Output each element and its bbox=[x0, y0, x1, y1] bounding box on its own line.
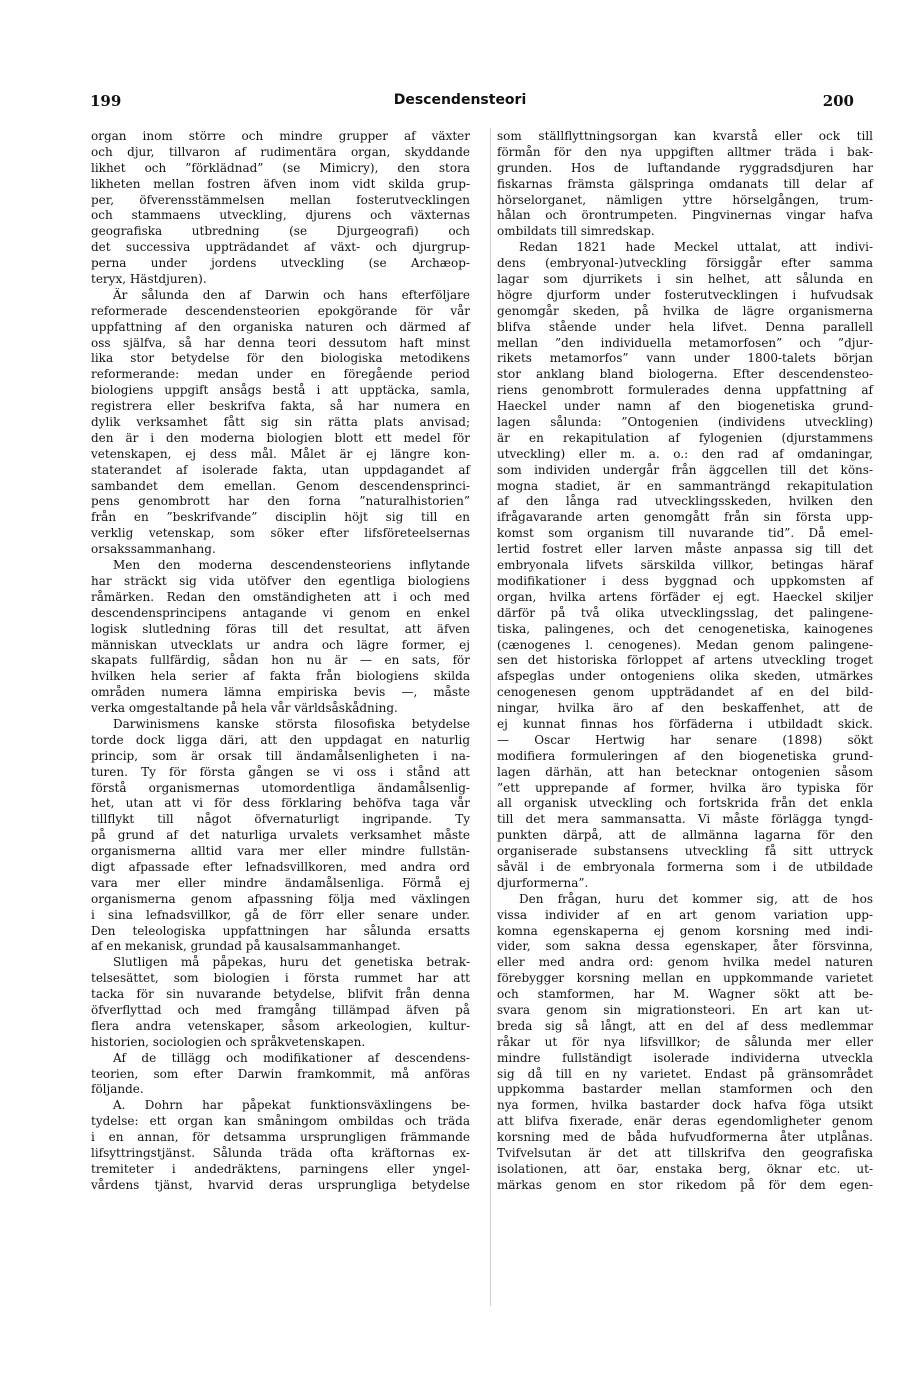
text-line: uppfattning af den organiska naturen och därmed af bbox=[91, 319, 470, 334]
text-line: pens genombrott har den forna ”naturalhistorien” bbox=[91, 494, 470, 509]
text-line: Darwinismens kanske största filosofiska betydelse bbox=[113, 716, 470, 731]
text-line: genomgår skeden, på hvilka de lägre organismerna bbox=[497, 303, 873, 318]
text-line: vetenskapen, ej dess mål. Målet är ej längre kon- bbox=[91, 446, 470, 461]
text-line: i en annan, för detsamma ursprungligen främmande bbox=[91, 1130, 470, 1145]
text-line: är en rekapitulation af fylogenien (djurstammens bbox=[497, 430, 873, 445]
text-line: logisk slutledning föras till det resultat, att äfven bbox=[91, 621, 470, 636]
running-title: Descendensteori bbox=[393, 92, 527, 108]
text-line: korsning med de båda hufvudformerna åter utplånas. bbox=[497, 1130, 873, 1145]
text-line: organ, hvilka artens förfäder ej egt. Haeckel skiljer bbox=[497, 589, 873, 604]
text-line: utveckling) eller m. a. o.: den rad af omdaningar, bbox=[497, 446, 873, 461]
text-line: modifiera formuleringen af den biogenetiska grund- bbox=[497, 748, 873, 763]
text-line: tacka för sin nuvarande betydelse, blifvit från denna bbox=[91, 987, 470, 1002]
text-line: öfverflyttad och med framgång tillämpad äfven på bbox=[91, 1002, 470, 1017]
text-line: tremiteter i andedräktens, parningens eller yngel- bbox=[91, 1161, 470, 1176]
text-line: teryx, Hästdjuren). bbox=[91, 272, 207, 287]
text-line: märkas genom en stor rikedom på för dem egen- bbox=[497, 1177, 873, 1192]
text-line: blifva stående under hela lifvet. Denna parallell bbox=[497, 319, 873, 334]
text-line: mogna stadiet, är en sammanträngd rekapitulation bbox=[497, 478, 873, 493]
text-line: descendensprincipens antagande vi genom en enkel bbox=[91, 605, 470, 620]
text-line: sig då till en ny varietet. Endast på gränsområdet bbox=[497, 1066, 873, 1081]
text-line: det successiva uppträdandet af växt- och djurgrup- bbox=[91, 240, 470, 255]
text-line: Är sålunda den af Darwin och hans efterföljare bbox=[113, 287, 470, 302]
text-line: och djur, tillvaron af rudimentära organ, skyddande bbox=[91, 144, 470, 159]
text-line: cenogenesen genom uppträdandet af en del bild- bbox=[497, 685, 873, 700]
text-line: Den teleologiska uppfattningen har sålunda ersatts bbox=[91, 923, 470, 938]
text-line: oss själfva, så har denna teori dessutom haft minst bbox=[91, 335, 470, 350]
text-line: förmån för den nya uppgiften alltmer träda i bak- bbox=[497, 144, 873, 159]
text-line: (cænogenes l. cenogenes). Medan genom palingene- bbox=[497, 637, 873, 652]
text-line: Haeckel under namn af den biogenetiska grund- bbox=[497, 399, 873, 414]
text-line: afspeglas under ontogeniens olika skeden, utmärkes bbox=[497, 669, 873, 684]
text-line: modifikationer i dess byggnad och uppkomsten af bbox=[497, 573, 873, 588]
text-line: och stammaens utveckling, djurens och växternas bbox=[91, 208, 470, 223]
text-line: och stamformen, har M. Wagner sökt att be- bbox=[497, 987, 873, 1002]
text-line: har sträckt sig vida utöfver den egentliga biologiens bbox=[91, 573, 470, 588]
text-line: all organisk utveckling och fortskrida från det enkla bbox=[497, 796, 873, 811]
text-line: sen det historiska förloppet af artens utveckling troget bbox=[497, 653, 873, 668]
text-line: orsakssammanhang. bbox=[91, 542, 216, 557]
text-line: svara genom sin migrationsteori. En art kan ut- bbox=[497, 1002, 873, 1017]
text-line: ifrågavarande arten genomgått från sin första upp- bbox=[497, 510, 873, 525]
text-line: rikets metamorfos” vann under 1800-talets början bbox=[497, 351, 873, 366]
text-line: hvilken hela serier af fakta från biologiens skilda bbox=[91, 669, 470, 684]
text-line: som ställflyttningsorgan kan kvarstå eller ock till bbox=[497, 129, 873, 143]
text-line: stor anklang bland biologerna. Efter descendensteo- bbox=[497, 367, 873, 382]
text-line: till det mera sammansatta. Vi måste förlägga tyngd- bbox=[497, 812, 873, 827]
text-line: Slutligen må påpekas, huru det genetiska betrak- bbox=[113, 955, 470, 970]
text-line: att blifva fixerade, enär deras egendomligheter genom bbox=[497, 1114, 873, 1129]
text-line: Den frågan, huru det kommer sig, att de hos bbox=[519, 891, 873, 906]
right-column bbox=[497, 129, 874, 1194]
text-line: embryonala lifvets särskilda villkor, betingas häraf bbox=[497, 558, 873, 573]
text-line: komst som organism till nuvarande tid”. Då emel- bbox=[497, 526, 873, 541]
text-line: förebygger korsning mellan en uppkommande varietet bbox=[497, 971, 873, 986]
text-line: organismerna genom afpassning följa med växlingen bbox=[91, 891, 470, 906]
text-line: het, utan att vi för dess förklaring behöfva taga vår bbox=[91, 796, 470, 811]
text-line: högre djurform under fosterutvecklingen i hufvudsak bbox=[497, 287, 873, 302]
text-line: breda sig så långt, att en del af dess medlemmar bbox=[497, 1018, 873, 1033]
text-line: likhet och ”förklädnad” (se Mimicry), den stora bbox=[91, 160, 470, 175]
text-line: lertid fostret eller larven måste anpassa sig till det bbox=[497, 542, 873, 557]
text-line: sambandet dem emellan. Genom descendensprinci- bbox=[91, 478, 470, 493]
text-line: uppkomma bastarder mellan stamformen och den bbox=[497, 1082, 873, 1097]
text-line: verka omgestaltande på hela vår världsåskådning. bbox=[91, 701, 398, 716]
text-line: djurformerna”. bbox=[497, 875, 589, 890]
text-line: lagen därhän, att han betecknar ontogenien såsom bbox=[497, 764, 873, 779]
text-line: verklig vetenskap, som söker efter lifsföreteelsernas bbox=[91, 526, 470, 541]
text-line: mellan ”den individuella metamorfosen” och ”djur- bbox=[497, 335, 873, 350]
text-line: organismerna alltid vara mer eller mindre fullstän- bbox=[91, 844, 470, 859]
text-line: nya formen, hvilka bastarder dock hafva föga utsikt bbox=[497, 1098, 873, 1113]
text-line: eller med andra ord: genom hvilka medel naturen bbox=[497, 955, 873, 970]
text-line: per, öfverensstämmelsen mellan fosterutvecklingen bbox=[91, 192, 470, 207]
text-line: — Oscar Hertwig har senare (1898) sökt bbox=[497, 732, 873, 747]
text-line: Tvifvelsutan är det att tillskrifva den geografiska bbox=[497, 1146, 873, 1160]
text-line: ”ett upprepande af former, hvilka äro typiska för bbox=[497, 780, 873, 795]
text-line: vara mer eller mindre ändamålsenliga. Förmå ej bbox=[91, 875, 470, 890]
text-line: grunden. Hos de luftandande ryggradsdjuren har bbox=[497, 160, 873, 175]
text-line: af den långa rad utvecklingsskeden, hvilken den bbox=[497, 494, 873, 509]
text-line: följande. bbox=[91, 1082, 144, 1097]
text-line: fiskarnas främsta gälspringa omdanats till delar af bbox=[497, 176, 873, 191]
text-line: vissa individer af en art genom variation upp- bbox=[497, 907, 873, 922]
text-line: tydelse: ett organ kan småningom ombildas och träda bbox=[91, 1114, 470, 1129]
text-line: telsesättet, som biologien i första rummet har att bbox=[91, 971, 470, 986]
text-line: punkten därpå, att de allmänna lagarna för den bbox=[497, 828, 873, 843]
text-line: torde dock ligga däri, att den uppdagat en naturlig bbox=[91, 732, 470, 747]
text-line: reformerande: medan under en föregående period bbox=[91, 367, 470, 382]
text-line: geografiska utbredning (se Djurgeografi) och bbox=[91, 224, 470, 239]
text-line: från en ”beskrifvande” disciplin höjt sig till en bbox=[91, 510, 470, 525]
text-line: teorien, som efter Darwin framkommit, må anföras bbox=[91, 1066, 470, 1081]
text-line: som individen undergår från äggcellen till det köns- bbox=[497, 462, 873, 477]
text-line: princip, som är orsak till ändamålsenligheten i na- bbox=[91, 748, 470, 763]
text-line: ej kunnat finnas hos förfäderna i utbildadt skick. bbox=[497, 716, 873, 731]
text-line: dens (embryonal-)utveckling försiggår efter samma bbox=[497, 256, 873, 271]
text-line: människan utvecklats ur andra och lägre former, ej bbox=[91, 637, 470, 652]
text-line: hålan och örontrumpeten. Pingvinernas vingar hafva bbox=[497, 208, 873, 223]
text-line: Redan 1821 hade Meckel uttalat, att indivi- bbox=[519, 240, 873, 255]
text-line: råkar ut för nya lifsvillkor; de sålunda mer eller bbox=[497, 1034, 873, 1049]
text-line: organiserade substansens utveckling få sitt uttryck bbox=[497, 844, 873, 859]
text-line: skapats fullfärdig, sådan hon nu är — en sats, för bbox=[91, 653, 470, 668]
text-line: historien, sociologien och språkvetenskapen. bbox=[91, 1034, 366, 1049]
text-line: perna under jordens utveckling (se Archæop- bbox=[91, 256, 470, 271]
text-line: vårdens tjänst, hvarvid deras ursprungliga betydelse bbox=[91, 1177, 470, 1192]
text-line: af en mekanisk, grundad på kausalsammanhanget. bbox=[91, 939, 401, 954]
text-line: likheten mellan fostren äfven inom vidt skilda grup- bbox=[91, 176, 470, 191]
text-line: reformerade descendensteorien epokgörande för vår bbox=[91, 303, 470, 318]
text-line: i sina lefnadsvillkor, gå de förr eller senare under. bbox=[91, 907, 470, 922]
text-line: Men den moderna descendensteoriens inflytande bbox=[113, 558, 470, 573]
text-line: registrera eller beskrifva fakta, så har numera en bbox=[91, 399, 470, 414]
text-line: digt afpassade efter lefnadsvillkoren, med andra ord bbox=[91, 859, 470, 874]
text-line: ombildats till simredskap. bbox=[497, 224, 655, 239]
text-line: staterandet af isolerade fakta, utan uppdagandet af bbox=[91, 462, 470, 477]
text-line: ningar, hvilka äro af den beskaffenhet, att de bbox=[497, 701, 873, 716]
text-line: biologiens uppgift ansågs bestå i att upptäcka, samla, bbox=[91, 383, 470, 398]
left-column bbox=[91, 129, 471, 1194]
left-page-number: 199 bbox=[90, 92, 122, 110]
text-line: såväl i de embryonala formerna som i de utbildade bbox=[497, 859, 873, 874]
text-line: på grund af det naturliga urvalets verksamhet måste bbox=[91, 828, 470, 843]
text-line: tillflykt till något öfvernaturligt ingripande. Ty bbox=[91, 812, 470, 827]
text-line: lagen sålunda: ”Ontogenien (individens utveckling) bbox=[497, 415, 873, 430]
text-line: komna egenskaperna ej genom korsning med indi- bbox=[497, 923, 873, 938]
text-line: A. Dohrn har påpekat funktionsväxlingens be- bbox=[113, 1098, 470, 1113]
text-line: råmärken. Redan den omständigheten att i och med bbox=[91, 589, 470, 604]
text-line: organ inom större och mindre grupper af växter bbox=[91, 129, 470, 143]
text-line: dylik verksamhet fått sig sin rätta plats anvisad; bbox=[91, 415, 470, 430]
text-line: isolationen, att öar, enstaka berg, öknar etc. ut- bbox=[497, 1161, 873, 1176]
text-line: turen. Ty för första gången se vi oss i stånd att bbox=[91, 764, 470, 779]
text-line: områden numera lämna empiriska bevis —, måste bbox=[91, 685, 470, 700]
text-line: hörselorganet, nämligen yttre hörselgången, trum- bbox=[497, 192, 873, 207]
text-line: flera andra vetenskaper, såsom arkeologien, kultur- bbox=[91, 1018, 470, 1033]
text-line: den är i den moderna biologien blott ett medel för bbox=[91, 430, 470, 445]
text-line: tiska, palingenes, och det cenogenetiska, kainogenes bbox=[497, 621, 873, 636]
text-line: lika stor betydelse för den biologiska metodikens bbox=[91, 351, 470, 366]
column-divider bbox=[490, 128, 491, 1306]
text-line: mindre fullständigt isolerade individerna utveckla bbox=[497, 1050, 873, 1065]
text-line: lagar som djurrikets i sin helhet, att sålunda en bbox=[497, 272, 873, 287]
text-line: Af de tillägg och modifikationer af descendens- bbox=[113, 1050, 470, 1065]
text-line: förstå organismernas utomordentliga ändamålsenlig- bbox=[91, 780, 470, 795]
text-line: riens genombrott formulerades denna uppfattning af bbox=[497, 383, 873, 398]
text-line: vider, som sakna dessa egenskaper, åter försvinna, bbox=[497, 939, 873, 954]
right-page-number: 200 bbox=[822, 92, 854, 110]
text-line: därför på två olika utvecklingsslag, det palingene- bbox=[497, 605, 873, 620]
text-line: lifsyttringstjänst. Sålunda träda ofta kräftornas ex- bbox=[91, 1146, 470, 1160]
